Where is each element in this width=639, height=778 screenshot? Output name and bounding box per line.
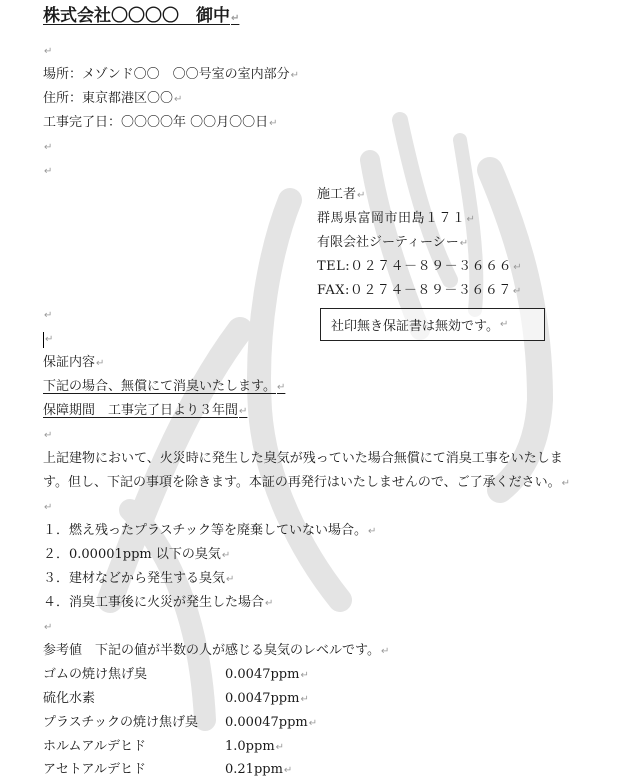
reference-name: 硫化水素 [43,691,96,706]
exclusion-item: １．燃え残ったプラスチック等を廃棄していない場合。↵ [43,523,377,538]
document-title: 株式会社〇〇〇〇 御中↵ [43,6,240,26]
exclusion-item: ２．0.00001ppm 以下の臭気↵ [43,547,231,562]
place-line: 場所：メゾンド〇〇 〇〇号室の室内部分↵ [43,67,300,82]
empty-paragraph: ↵ [44,622,53,633]
warranty-period: 保障期間 工事完了日より３年間↵ [43,403,248,418]
reference-value: 1.0ppm↵ [225,739,285,754]
contractor-fax: FAX:０２７４－８９－３６６７↵ [317,283,522,298]
empty-paragraph: ↵ [44,430,53,441]
warranty-paragraph-line-2: す。但し、下記の事項を除きます。本証の再発行はいたしませんので、ご了承ください。↵ [43,475,571,490]
reference-value: 0.21ppm↵ [225,762,293,777]
empty-paragraph: ↵ [44,502,53,513]
empty-paragraph[interactable]: ↵ [45,334,54,345]
address-line: 住所：東京都港区〇〇↵ [43,91,183,106]
reference-name: アセトアルデヒド [43,762,146,777]
empty-paragraph: ↵ [44,142,53,153]
exclusion-item: ４．消臭工事後に火災が発生した場合↵ [43,595,274,610]
warranty-paragraph-line-1: 上記建物において、火災時に発生した臭気が残っていた場合無償にて消臭工事をいたしま [43,451,563,466]
contractor-heading: 施工者↵ [317,187,366,202]
warranty-line-1: 下記の場合、無償にて消臭いたします。↵ [43,379,286,394]
contractor-address: 群馬県富岡市田島１７１↵ [317,211,476,226]
empty-paragraph: ↵ [44,310,53,321]
warranty-heading: 保証内容↵ [43,355,105,370]
reference-heading: 参考値 下記の値が半数の人が感じる臭気のレベルです。↵ [43,643,390,658]
contractor-tel: TEL:０２７４－８９－３６６６↵ [317,259,523,274]
watermark-graphic [70,80,590,778]
reference-name: ゴムの焼け焦げ臭 [43,667,148,682]
reference-value: 0.00047ppm↵ [225,715,318,730]
reference-name: プラスチックの焼け焦げ臭 [43,715,198,730]
contractor-company: 有限会社ジーティーシー↵ [317,235,469,250]
empty-paragraph: ↵ [44,46,53,57]
completion-date-line: 工事完了日：〇〇〇〇年 〇〇月〇〇日↵ [43,115,278,130]
reference-name: ホルムアルデヒド [43,739,146,754]
reference-value: 0.0047ppm↵ [225,691,309,706]
exclusion-item: ３．建材などから発生する臭気↵ [43,571,235,586]
stamp-notice-box: 社印無き保証書は無効です。 ↵ [320,308,545,341]
reference-value: 0.0047ppm↵ [225,667,309,682]
text-cursor [43,332,44,348]
empty-paragraph: ↵ [44,166,53,177]
